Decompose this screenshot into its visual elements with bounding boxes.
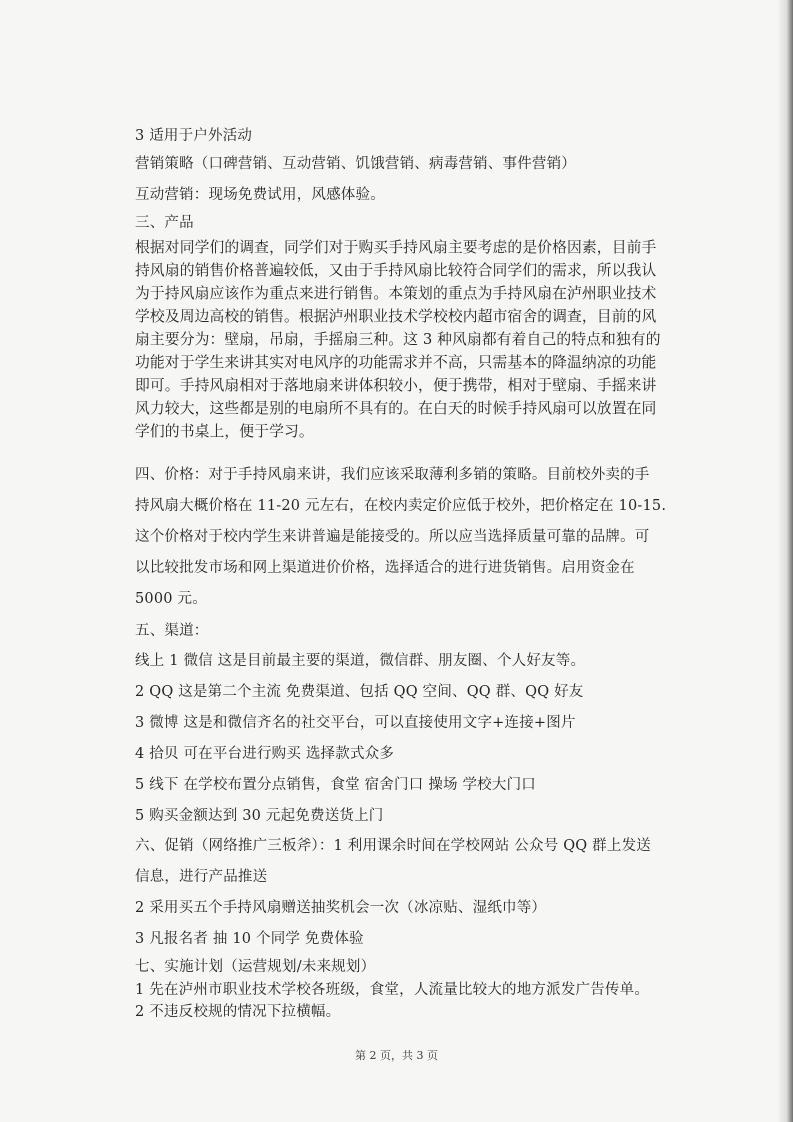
price-paragraph-line: 以比较批发市场和网上渠道进价价格，选择适合的进行进货销售。启用资金在 <box>135 560 635 576</box>
product-paragraph-line: 即可。手持风扇相对于落地扇来讲体积较小，便于携带，相对于壁扇、手摇来讲 <box>135 377 657 394</box>
product-paragraph-line: 为于持风扇应该作为重点来进行销售。本策划的重点为手持风扇在泸州职业技术 <box>135 285 657 302</box>
implementation-heading: 七、实施计划（运营规划/未来规划） <box>135 959 376 975</box>
product-paragraph-line: 学们的书桌上，便于学习。 <box>135 423 314 440</box>
channel-item: 5 购买金额达到 30 元起免费送货上门 <box>135 808 384 824</box>
price-paragraph-line: 四、价格：对于手持风扇来讲，我们应该采取薄利多销的策略。目前校外卖的手 <box>135 467 650 483</box>
product-heading: 三、产品 <box>135 215 194 231</box>
interactive-marketing-line: 互动营销：现场免费试用，风感体验。 <box>135 187 385 203</box>
channel-item: 4 拾贝 可在平台进行购买 选择款式众多 <box>135 746 395 762</box>
page-number-footer: 第 2 页，共 3 页 <box>355 1049 438 1062</box>
product-paragraph-line: 风力较大，这些都是别的电扇所不具有的。在白天的时候手持风扇可以放置在同 <box>135 400 657 417</box>
channel-item: 5 线下 在学校布置分点销售，食堂 宿舍门口 操场 学校大门口 <box>135 777 536 793</box>
implementation-item: 2 不违反校规的情况下拉横幅。 <box>135 1004 341 1020</box>
promotion-line: 2 采用买五个手持风扇赠送抽奖机会一次（冰凉贴、湿纸巾等） <box>135 900 547 916</box>
product-paragraph-line: 持风扇的销售价格普遍较低，又由于手持风扇比较符合同学们的需求，所以我认 <box>135 262 657 279</box>
marketing-strategy-line: 营销策略（口碑营销、互动营销、饥饿营销、病毒营销、事件营销） <box>135 156 576 172</box>
price-paragraph-line: 这个价格对于校内学生来讲普遍是能接受的。所以应当选择质量可靠的品牌。可 <box>135 529 650 545</box>
promotion-line: 六、促销（网络推广三板斧）：1 利用课余时间在学校网站 公众号 QQ 群上发送 <box>135 838 651 854</box>
implementation-item: 1 先在泸州市职业技术学校各班级，食堂，人流量比较大的地方派发广告传单。 <box>135 982 650 998</box>
price-paragraph-line: 持风扇大概价格在 11-20 元左右，在校内卖定价应低于校外，把价格定在 10-15. <box>135 498 667 514</box>
price-paragraph-line: 5000 元。 <box>135 591 207 607</box>
channel-heading: 五、渠道： <box>135 623 209 639</box>
product-paragraph-line: 扇主要分为：壁扇，吊扇，手摇扇三种。这 3 种风扇都有着自己的特点和独有的 <box>135 331 661 348</box>
outdoor-use-line: 3 适用于户外活动 <box>135 128 253 144</box>
product-paragraph-line: 功能对于学生来讲其实对电风序的功能需求并不高，只需基本的降温纳凉的功能 <box>135 354 657 371</box>
promotion-line: 信息，进行产品推送 <box>135 869 268 885</box>
product-paragraph-line: 学校及周边高校的销售。根据泸州职业技术学校校内超市宿舍的调查，目前的风 <box>135 308 657 325</box>
scan-edge-shadow <box>777 0 793 1122</box>
channel-item: 2 QQ 这是第二个主流 免费渠道、包括 QQ 空间、QQ 群、QQ 好友 <box>135 684 584 700</box>
channel-item: 3 微博 这是和微信齐名的社交平台，可以直接使用文字+连接+图片 <box>135 715 576 731</box>
promotion-line: 3 凡报名者 抽 10 个同学 免费体验 <box>135 931 364 947</box>
channel-item: 线上 1 微信 这是目前最主要的渠道，微信群、朋友圈、个人好友等。 <box>135 653 586 669</box>
product-paragraph-line: 根据对同学们的调查，同学们对于购买手持风扇主要考虑的是价格因素，目前手 <box>135 239 657 256</box>
